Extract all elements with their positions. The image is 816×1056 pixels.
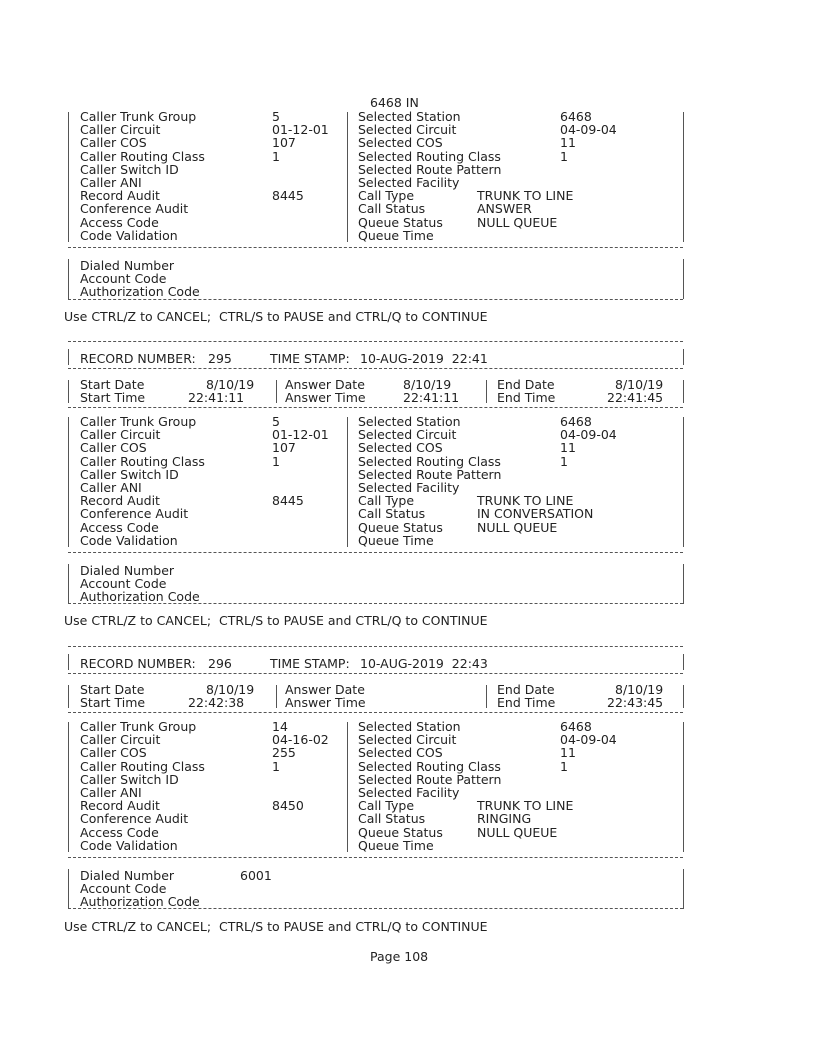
caller-field-value: 1 (272, 758, 280, 774)
answer-time-label: Answer Time (285, 695, 366, 710)
section-divider (68, 247, 683, 248)
selected-field-value: 6468 (560, 109, 592, 124)
selected-field-value: RINGING (477, 811, 532, 827)
dates-divider (68, 407, 683, 408)
selected-field-label: Call Type (358, 798, 415, 814)
record-bottom-rule (68, 299, 683, 300)
caller-field-label: Conference Audit (80, 506, 189, 522)
dialed-field-label: Account Code (80, 576, 167, 592)
box-right-edge (683, 722, 684, 852)
record-number: 296 (208, 656, 232, 671)
caller-field-label: Caller ANI (80, 480, 142, 495)
selected-field-label: Call Status (358, 506, 426, 522)
caller-field-value: 107 (272, 440, 296, 456)
dialed-field-label: Authorization Code (80, 589, 200, 605)
caller-field-label: Access Code (80, 824, 159, 840)
box-right-edge (683, 654, 684, 670)
section-divider (68, 857, 683, 858)
date-column-separator (486, 685, 487, 708)
caller-field-value: 5 (272, 109, 280, 124)
caller-field-label: Record Audit (80, 188, 160, 204)
caller-field-label: Code Validation (80, 227, 178, 243)
box-left-edge (68, 654, 69, 670)
selected-field-label: Selected Route Pattern (358, 466, 502, 482)
answer-time: 22:41:11 (403, 390, 460, 405)
caller-field-label: Caller ANI (80, 175, 142, 190)
selected-field-value: NULL QUEUE (477, 214, 558, 230)
header-divider (68, 368, 683, 369)
caller-field-value: 1 (272, 453, 280, 469)
start-time: 22:41:11 (188, 390, 245, 405)
answer-time-label: Answer Time (285, 390, 366, 405)
selected-field-label: Selected Facility (358, 175, 460, 190)
selected-field-label: Queue Time (358, 227, 434, 243)
caller-field-label: Caller Circuit (80, 122, 161, 138)
box-middle-separator (347, 417, 348, 547)
selected-field-label: Selected Station (358, 109, 461, 124)
control-instructions: Use CTRL/Z to CANCEL; CTRL/S to PAUSE and CTRL/Q to CONTINUE (64, 613, 488, 628)
selected-field-label: Queue Time (358, 837, 434, 853)
selected-field-label: Selected COS (358, 135, 443, 151)
section-divider (68, 552, 683, 553)
caller-field-value: 1 (272, 148, 280, 164)
record-top-rule (68, 646, 683, 647)
box-left-edge (68, 564, 69, 604)
record-number: 295 (208, 351, 232, 366)
caller-field-value: 01-12-01 (272, 427, 329, 443)
box-left-edge (68, 380, 69, 403)
selected-field-label: Selected Routing Class (358, 758, 501, 774)
caller-field-value: 5 (272, 414, 280, 429)
caller-field-value: 107 (272, 135, 296, 151)
dates-divider (68, 712, 683, 713)
time-stamp: 10-AUG-2019 22:43 (360, 656, 488, 671)
selected-field-label: Selected Routing Class (358, 148, 501, 164)
record-bottom-rule (68, 603, 683, 604)
caller-field-label: Caller Routing Class (80, 148, 205, 164)
dialed-field-label: Authorization Code (80, 894, 200, 910)
time-stamp-label: TIME STAMP: (270, 351, 350, 366)
caller-field-label: Conference Audit (80, 201, 189, 217)
selected-field-value: NULL QUEUE (477, 519, 558, 535)
caller-field-value: 04-16-02 (272, 732, 329, 748)
time-stamp: 10-AUG-2019 22:41 (360, 351, 488, 366)
selected-field-value: 11 (560, 135, 576, 151)
selected-field-value: TRUNK TO LINE (477, 798, 574, 814)
caller-field-label: Conference Audit (80, 811, 189, 827)
continued-record-header: 6468 IN (370, 95, 419, 110)
selected-field-label: Selected Route Pattern (358, 771, 502, 787)
box-right-edge (683, 869, 684, 909)
box-left-edge (68, 685, 69, 708)
selected-field-label: Queue Status (358, 824, 443, 840)
record-bottom-rule (68, 908, 683, 909)
box-middle-separator (347, 722, 348, 852)
selected-field-value: 04-09-04 (560, 732, 617, 748)
dialed-field-label: Dialed Number (80, 563, 175, 578)
control-instructions: Use CTRL/Z to CANCEL; CTRL/S to PAUSE and CTRL/Q to CONTINUE (64, 919, 488, 934)
selected-field-label: Selected COS (358, 745, 443, 761)
box-middle-separator (347, 112, 348, 242)
selected-field-label: Selected Station (358, 414, 461, 429)
selected-field-label: Selected Circuit (358, 732, 457, 748)
answer-date-label: Answer Date (285, 377, 365, 392)
selected-field-label: Call Status (358, 201, 426, 217)
selected-field-value: NULL QUEUE (477, 824, 558, 840)
caller-field-label: Caller COS (80, 135, 147, 151)
caller-field-label: Caller Circuit (80, 427, 161, 443)
start-time-label: Start Time (80, 390, 146, 405)
box-left-edge (68, 259, 69, 299)
start-date: 8/10/19 (206, 377, 255, 392)
selected-field-value: 6468 (560, 719, 592, 734)
start-time: 22:42:38 (188, 695, 245, 710)
selected-field-label: Selected Routing Class (358, 453, 501, 469)
end-date-label: End Date (497, 682, 555, 697)
caller-field-label: Access Code (80, 519, 159, 535)
dialed-field-label: Dialed Number (80, 258, 175, 273)
start-date-label: Start Date (80, 377, 145, 392)
end-date: 8/10/19 (615, 377, 664, 392)
caller-field-label: Caller Circuit (80, 732, 161, 748)
caller-field-label: Caller ANI (80, 785, 142, 800)
caller-field-label: Code Validation (80, 837, 178, 853)
selected-field-value: ANSWER (477, 201, 532, 217)
control-instructions: Use CTRL/Z to CANCEL; CTRL/S to PAUSE and CTRL/Q to CONTINUE (64, 309, 488, 324)
selected-field-label: Selected Circuit (358, 122, 457, 138)
caller-field-label: Record Audit (80, 798, 160, 814)
caller-field-label: Caller COS (80, 440, 147, 456)
page-number: Page 108 (370, 949, 429, 964)
end-time: 22:41:45 (607, 390, 664, 405)
start-date-label: Start Date (80, 682, 145, 697)
selected-field-label: Selected Route Pattern (358, 161, 502, 177)
box-right-edge (683, 349, 684, 365)
selected-field-value: 1 (560, 453, 568, 469)
caller-field-label: Caller Trunk Group (80, 719, 197, 734)
caller-field-label: Caller COS (80, 745, 147, 761)
selected-field-label: Queue Time (358, 532, 434, 548)
end-time-label: End Time (497, 390, 556, 405)
selected-field-value: IN CONVERSATION (477, 506, 594, 522)
caller-field-label: Record Audit (80, 493, 160, 509)
selected-field-value: 6468 (560, 414, 592, 429)
selected-field-label: Call Status (358, 811, 426, 827)
box-left-edge (68, 722, 69, 852)
dialed-field-label: Account Code (80, 881, 167, 897)
selected-field-value: TRUNK TO LINE (477, 188, 574, 204)
end-date: 8/10/19 (615, 682, 664, 697)
caller-field-value: 8450 (272, 798, 304, 814)
date-column-separator (276, 685, 277, 708)
caller-field-value: 8445 (272, 493, 304, 509)
dialed-field-label: Account Code (80, 271, 167, 287)
end-time: 22:43:45 (607, 695, 664, 710)
box-right-edge (683, 685, 684, 708)
selected-field-label: Queue Status (358, 519, 443, 535)
start-time-label: Start Time (80, 695, 146, 710)
time-stamp-label: TIME STAMP: (270, 656, 350, 671)
caller-field-label: Caller Switch ID (80, 771, 179, 787)
record-number-label: RECORD NUMBER: (80, 656, 196, 671)
box-right-edge (683, 259, 684, 299)
dialed-field-label: Dialed Number (80, 868, 175, 883)
caller-field-label: Access Code (80, 214, 159, 230)
selected-field-label: Queue Status (358, 214, 443, 230)
box-left-edge (68, 112, 69, 242)
box-right-edge (683, 112, 684, 242)
caller-field-value: 255 (272, 745, 296, 761)
selected-field-value: 1 (560, 148, 568, 164)
selected-field-label: Call Type (358, 188, 415, 204)
record-top-rule (68, 341, 683, 342)
selected-field-value: 1 (560, 758, 568, 774)
record-number-label: RECORD NUMBER: (80, 351, 196, 366)
caller-field-value: 8445 (272, 188, 304, 204)
caller-field-label: Caller Routing Class (80, 758, 205, 774)
caller-field-label: Caller Routing Class (80, 453, 205, 469)
caller-field-label: Caller Switch ID (80, 466, 179, 482)
caller-field-label: Caller Switch ID (80, 161, 179, 177)
answer-date: 8/10/19 (403, 377, 452, 392)
selected-field-value: 11 (560, 745, 576, 761)
selected-field-value: 11 (560, 440, 576, 456)
box-left-edge (68, 349, 69, 365)
end-date-label: End Date (497, 377, 555, 392)
caller-field-value: 14 (272, 719, 288, 734)
selected-field-value: TRUNK TO LINE (477, 493, 574, 509)
dialed-field-label: Authorization Code (80, 284, 200, 300)
box-right-edge (683, 564, 684, 604)
answer-date-label: Answer Date (285, 682, 365, 697)
dialed-field-value: 6001 (240, 868, 272, 883)
selected-field-value: 04-09-04 (560, 122, 617, 138)
selected-field-label: Selected Facility (358, 480, 460, 495)
box-left-edge (68, 417, 69, 547)
selected-field-label: Selected Circuit (358, 427, 457, 443)
start-date: 8/10/19 (206, 682, 255, 697)
date-column-separator (276, 380, 277, 403)
caller-field-label: Caller Trunk Group (80, 109, 197, 124)
box-right-edge (683, 380, 684, 403)
date-column-separator (486, 380, 487, 403)
selected-field-label: Selected Station (358, 719, 461, 734)
caller-field-label: Code Validation (80, 532, 178, 548)
end-time-label: End Time (497, 695, 556, 710)
selected-field-label: Selected COS (358, 440, 443, 456)
box-left-edge (68, 869, 69, 909)
box-right-edge (683, 417, 684, 547)
selected-field-label: Call Type (358, 493, 415, 509)
header-divider (68, 673, 683, 674)
caller-field-label: Caller Trunk Group (80, 414, 197, 429)
caller-field-value: 01-12-01 (272, 122, 329, 138)
selected-field-label: Selected Facility (358, 785, 460, 800)
selected-field-value: 04-09-04 (560, 427, 617, 443)
